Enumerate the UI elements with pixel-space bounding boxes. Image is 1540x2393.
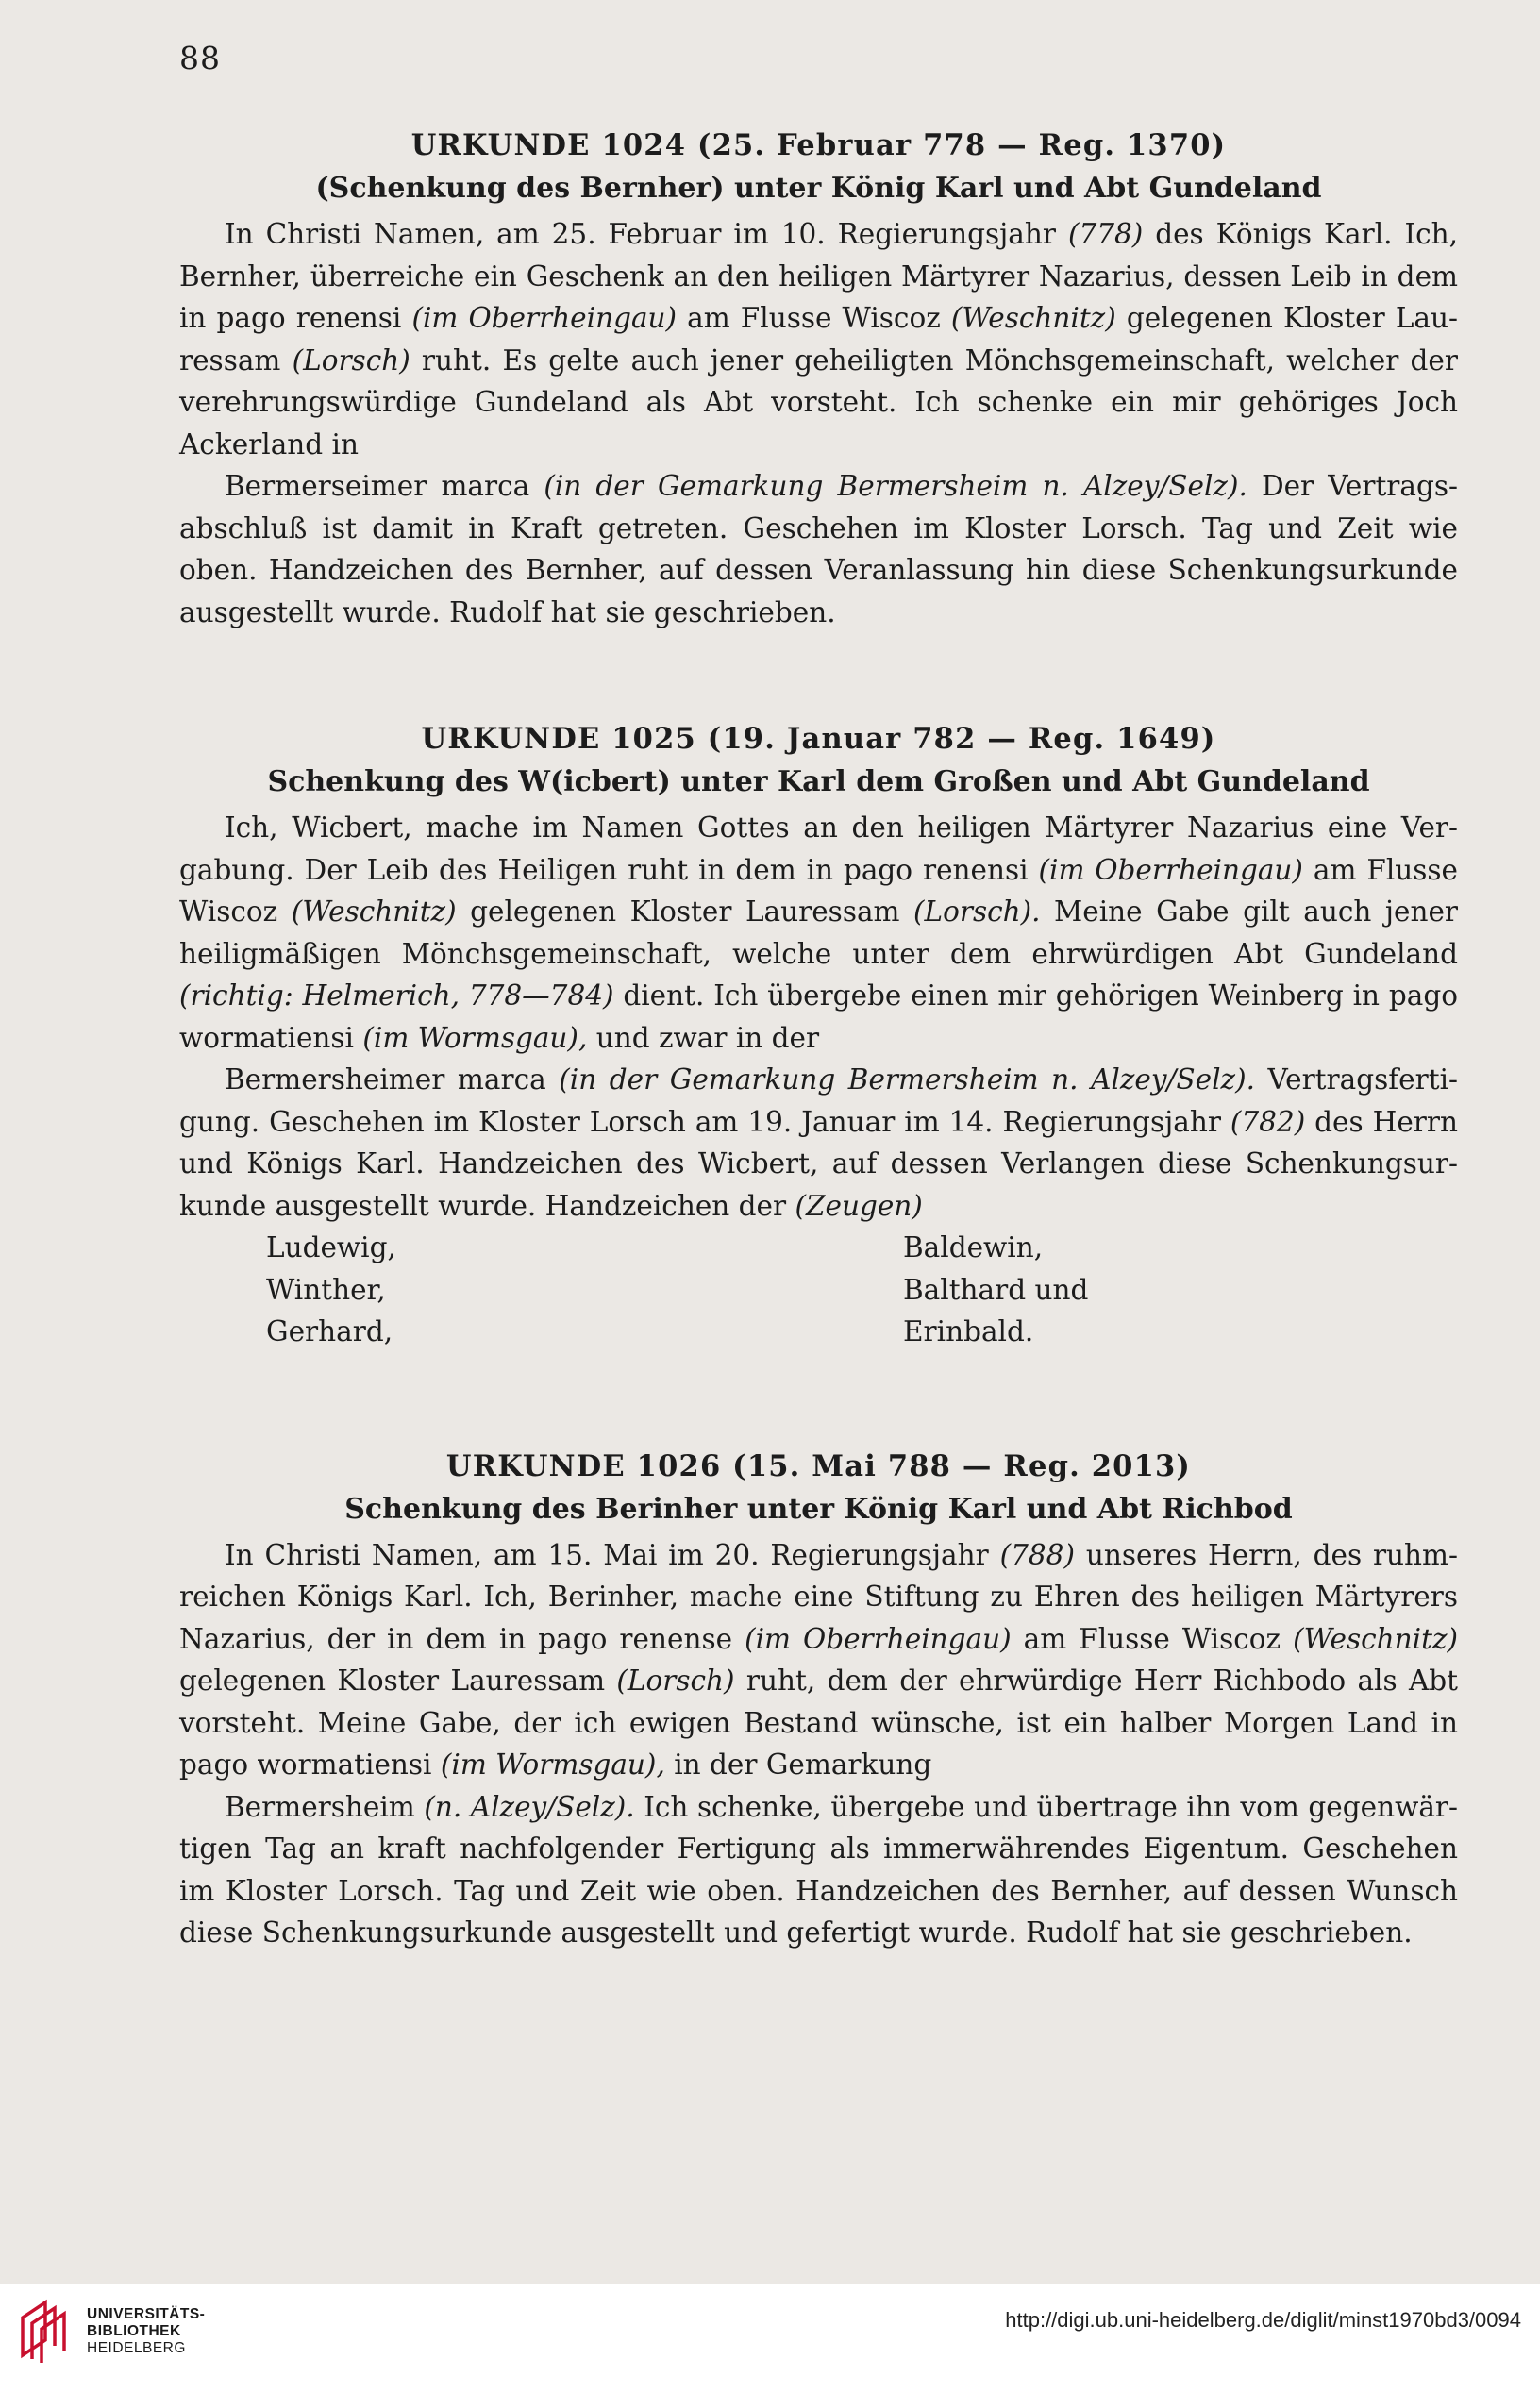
urkunde-1026	[179, 1446, 1458, 1954]
italic-gloss: (im Wormsgau),	[362, 1021, 588, 1054]
italic-gloss: (im Oberrheingau)	[411, 302, 678, 334]
text-run: gelegenen Kloster Lauressam	[179, 1665, 617, 1697]
text-run: ruht. Es gelte auch jener geheiligten Mönchsgemeinschaft, welcher der verehrungswürdige Gundeland als Abt vorsteht. Ich schenke ein mir gehöriges Joch Ackerland in	[179, 343, 1458, 460]
text-run: am Flusse Wiscoz	[179, 853, 1458, 928]
text-run: unseres Herrn, des ruhmreichen Königs Karl. Ich, Berinher, mache eine Stiftung zu Ehren des heiligen Märtyrers Nazarius, der in dem in pago renense	[179, 1538, 1458, 1655]
urkunde-paragraph	[179, 1059, 1458, 1227]
urkunde-paragraph	[179, 1786, 1458, 1954]
urkunde-paragraph	[179, 213, 1458, 465]
italic-gloss: (in der Gemarkung Bermersheim n. Alzey/Selz).	[544, 470, 1247, 502]
italic-gloss: (im Wormsgau),	[440, 1749, 665, 1781]
urkunde-1024	[179, 125, 1458, 633]
urkunde-paragraph	[179, 1534, 1458, 1786]
witness-name: Gerhard,	[266, 1315, 393, 1347]
urkunde-paragraph	[179, 465, 1458, 633]
urkunde-heading: URKUNDE 1025 (19. Januar 782 — Reg. 1649)	[421, 722, 1216, 756]
text-run: und zwar in der	[587, 1021, 820, 1054]
urkunde-paragraph	[179, 807, 1458, 1059]
page-number: 88	[179, 40, 221, 76]
ub-heidelberg-logo-icon	[17, 2297, 77, 2365]
text-run: in der Gemarkung	[664, 1749, 932, 1781]
italic-gloss: (im Oberrheingau)	[745, 1622, 1012, 1655]
italic-gloss: (in der Gemarkung Bermersheim n. Alzey/Selz).	[559, 1063, 1255, 1096]
text-run: ruht, dem der ehrwürdige Herr Richbodo als Abt vorsteht. Meine Gabe, der ich ewigen Bestand wünsche, ist ein halber Morgen Land in pago wormatiensi	[179, 1665, 1458, 1781]
italic-gloss: (Weschnitz)	[1293, 1622, 1458, 1655]
witness-name: Erinbald.	[903, 1315, 1034, 1347]
library-line: HEIDELBERG	[87, 2340, 186, 2356]
digitization-footer	[0, 2284, 1540, 2393]
urkunde-heading: URKUNDE 1024 (25. Februar 778 — Reg. 1370)	[410, 128, 1227, 162]
text-run: Bermerseimer marca	[225, 470, 544, 502]
italic-gloss: (788)	[999, 1538, 1075, 1571]
text-run: am Flusse Wiscoz	[677, 302, 951, 334]
text-run: Bermersheim	[225, 1790, 425, 1823]
witness-name: Balthard und	[903, 1273, 1089, 1306]
italic-gloss: (Weschnitz)	[950, 302, 1116, 334]
witness-name: Ludewig,	[266, 1231, 396, 1263]
italic-gloss: (richtig: Helmerich, 778—784)	[179, 979, 614, 1012]
text-run: In Christi Namen, am 15. Mai im 20. Regierungsjahr	[225, 1538, 1000, 1571]
italic-gloss: (Lorsch)	[616, 1665, 735, 1697]
witness-list	[266, 1227, 1458, 1353]
text-run: Ich, Wicbert, mache im Namen Gottes an den heiligen Märtyrer Nazarius eine Vergabung. Der Leib des Heiligen ruht in dem in pago renensi	[179, 812, 1458, 886]
text-column	[179, 125, 1458, 1954]
urkunde-heading: URKUNDE 1026 (15. Mai 788 — Reg. 2013)	[445, 1448, 1192, 1483]
witness-name: Winther,	[266, 1273, 386, 1306]
italic-gloss: (782)	[1230, 1105, 1306, 1138]
library-name	[87, 2306, 205, 2357]
italic-gloss: (778)	[1067, 218, 1144, 250]
text-run: Meine Gabe gilt auch jener heiligmäßigen Mönchsgemeinschaft, welche unter dem ehrwürdigen Abt Gundeland	[179, 895, 1459, 970]
library-line: BIBLIOTHEK	[87, 2323, 181, 2339]
witness-name: Baldewin,	[903, 1231, 1044, 1263]
text-run: gelegenen Kloster Lauressam	[179, 302, 1458, 377]
text-run: Ich schenke, übergebe und übertrage ihn vom gegenwärtigen Tag an kraft nachfolgender Fertigung als immerwährendes Eigentum. Geschehen im Kloster Lorsch. Tag und Zeit wie oben. Handzeichen des Bernher, auf dessen Wunsch diese Schenkungsurkunde ausgestellt und gefertigt wurde. Rudolf hat sie geschrieben.	[179, 1790, 1458, 1949]
text-run: des Herrn und Königs Karl. Handzeichen des Wicbert, auf dessen Verlangen diese Schenkungsurkunde ausgestellt wurde. Handzeichen der	[179, 1105, 1458, 1222]
text-run: gelegenen Kloster Lauressam	[456, 895, 914, 928]
text-run: dient. Ich übergebe einen mir gehörigen Weinberg in pago wormatiensi	[179, 979, 1458, 1054]
italic-gloss: (Zeugen)	[795, 1189, 923, 1222]
permalink-url[interactable]: http://digi.ub.uni-heidelberg.de/diglit/minst1970bd3/0094	[1005, 2308, 1521, 2332]
text-run: In Christi Namen, am 25. Februar im 10. Regierungsjahr	[225, 218, 1068, 250]
urkunde-subheading: Schenkung des W(icbert) unter Karl dem Großen und Abt Gundeland	[267, 765, 1370, 798]
urkunde-1025	[179, 718, 1458, 1353]
text-run: Bermersheimer marca	[225, 1063, 560, 1096]
library-line: UNIVERSITÄTS-	[87, 2306, 206, 2322]
italic-gloss: (Weschnitz)	[291, 895, 457, 928]
urkunde-subheading: Schenkung des Berinher unter König Karl und Abt Richbod	[344, 1492, 1293, 1526]
text-run: Der Vertragsabschluß ist damit in Kraft getreten. Geschehen im Kloster Lorsch. Tag und Zeit wie oben. Handzeichen des Bernher, auf dessen Veranlassung hin diese Schenkungsurkunde ausgestellt wurde. Rudolf hat sie geschrieben.	[179, 470, 1458, 628]
italic-gloss: (im Oberrheingau)	[1038, 853, 1303, 886]
italic-gloss: (Lorsch).	[913, 895, 1041, 928]
italic-gloss: (Lorsch)	[292, 343, 410, 377]
urkunde-subheading: (Schenkung des Bernher) unter König Karl und Abt Gundeland	[315, 172, 1322, 205]
text-run: des Königs Karl. Ich, Bernher, überreiche ein Geschenk an den heiligen Märtyrer Nazarius, dessen Leib in dem in pago renensi	[179, 218, 1459, 334]
text-run: am Flusse Wiscoz	[1011, 1622, 1294, 1655]
text-run: Vertragsfertigung. Geschehen im Kloster Lorsch am 19. Januar im 14. Regierungsjahr	[179, 1063, 1458, 1138]
italic-gloss: (n. Alzey/Selz).	[424, 1790, 635, 1823]
